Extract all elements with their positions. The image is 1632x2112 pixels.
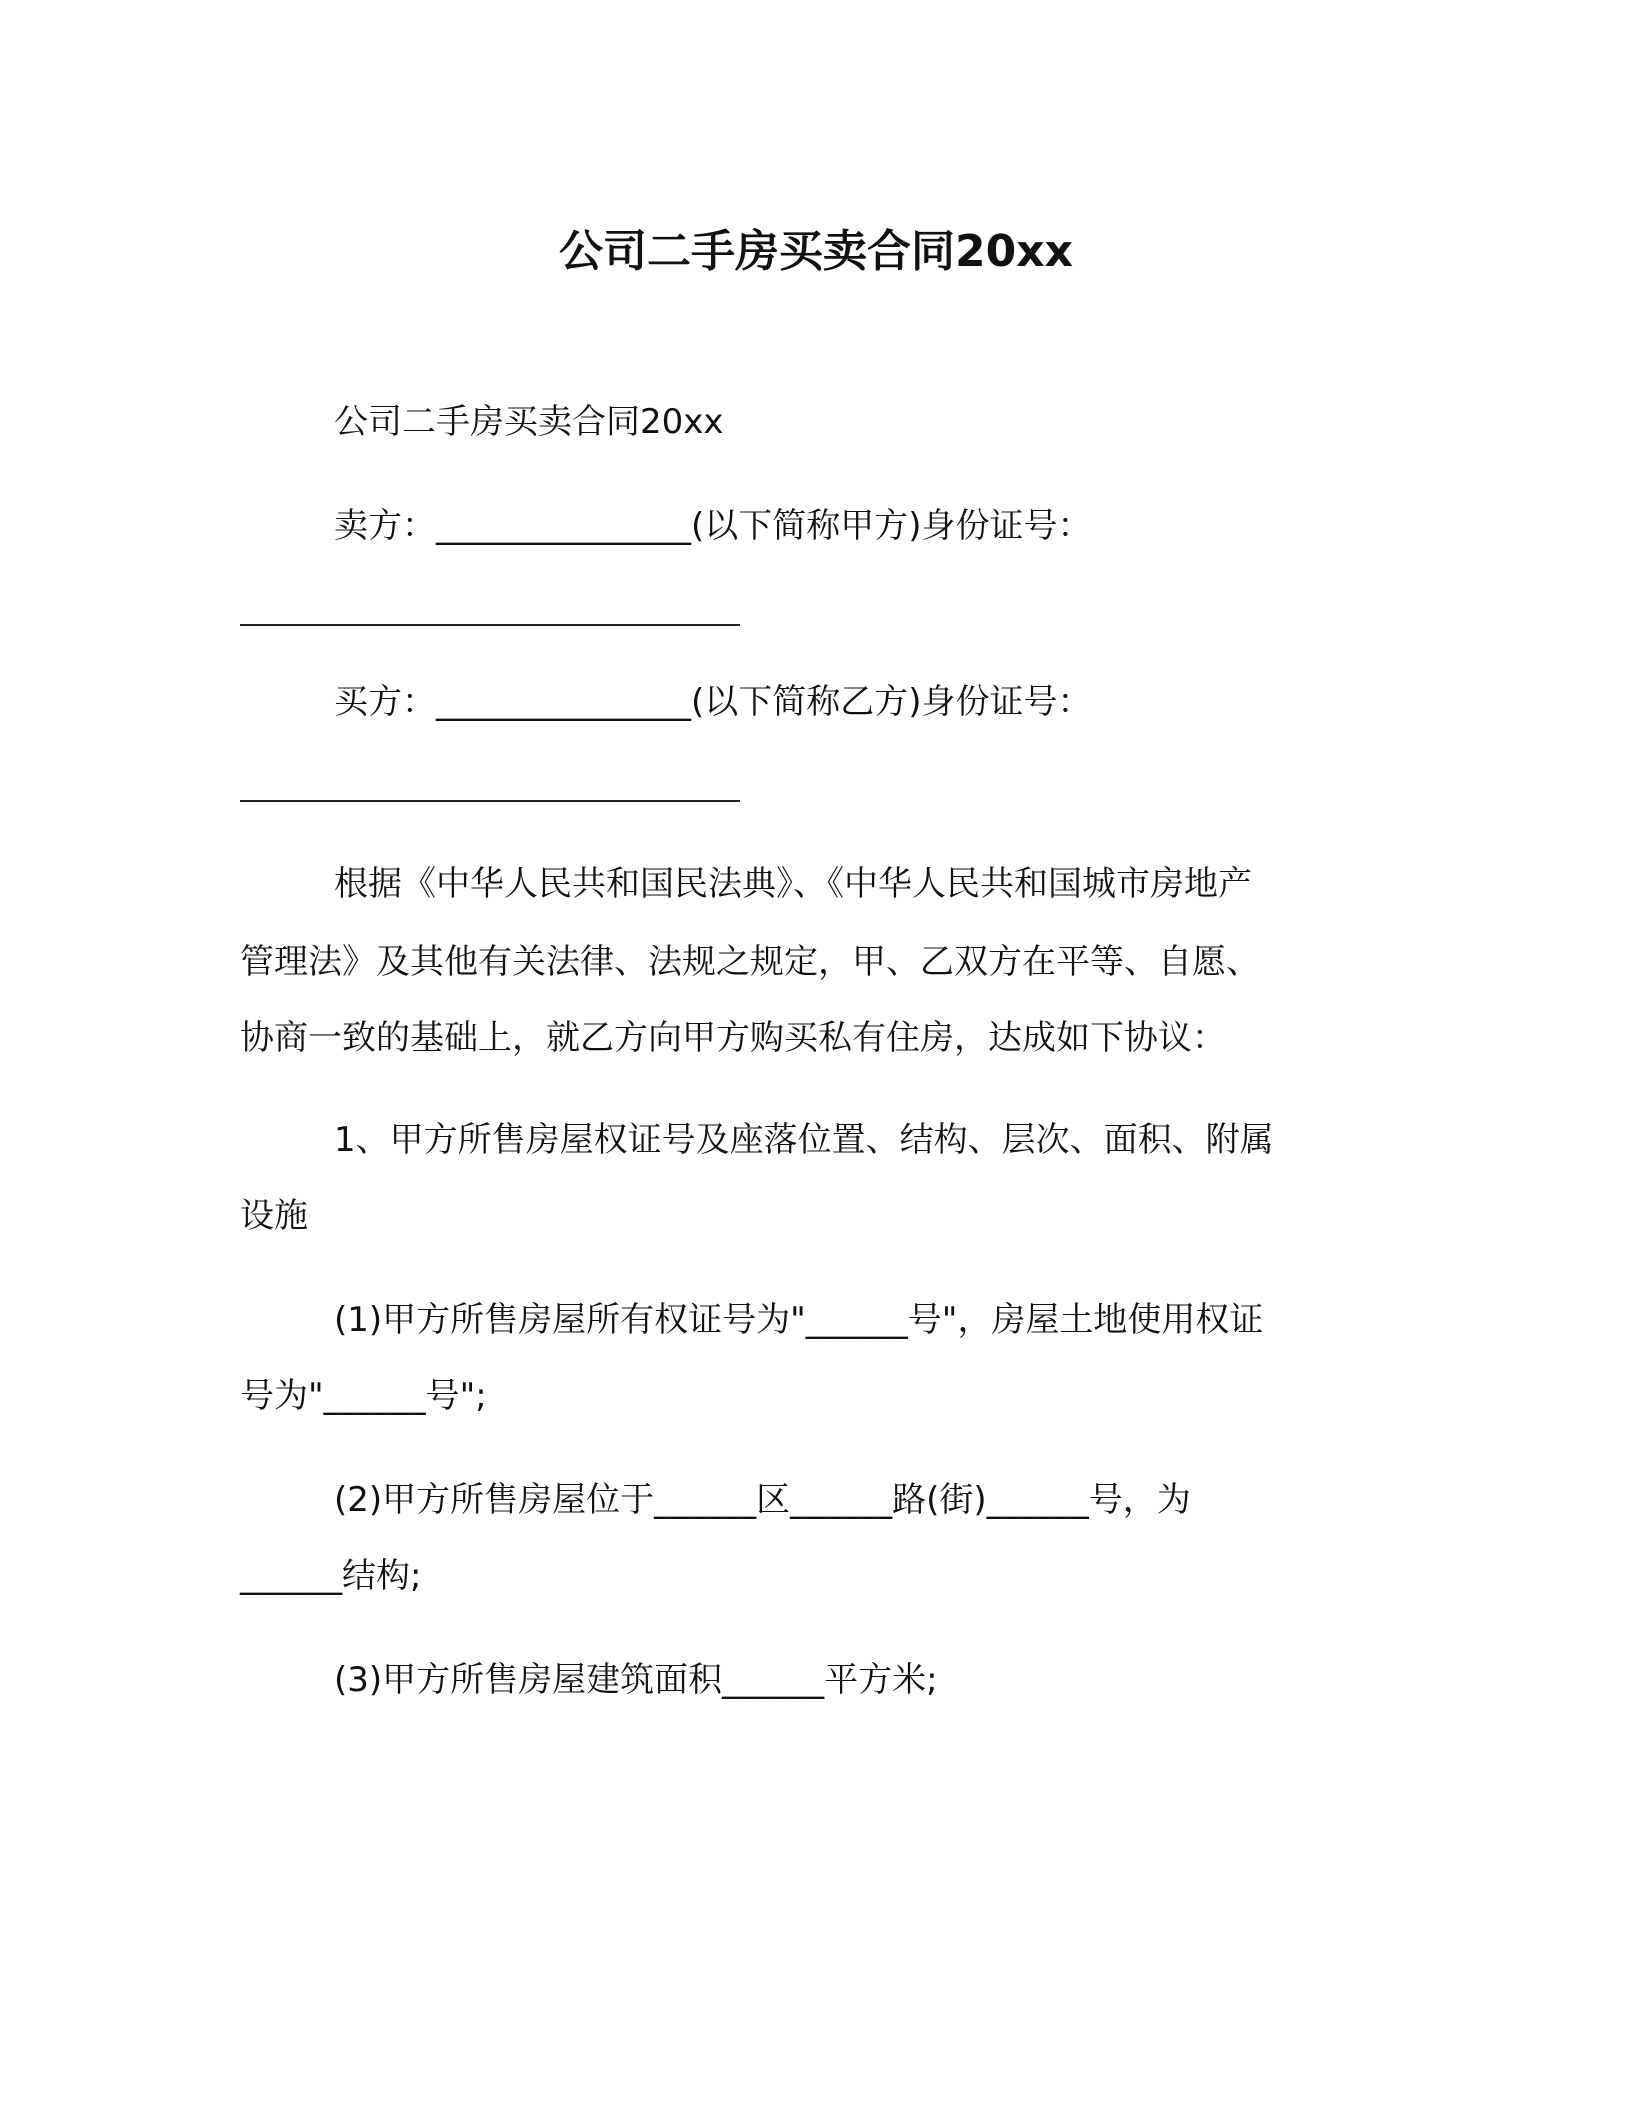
clause-line: 号为"______号"; [240,1376,487,1416]
paragraph-line: 协商一致的基础上，就乙方向甲方购买私有住房，达成如下协议： [240,1018,1226,1058]
paragraph-line: 根据《中华人民共和国民法典》、《中华人民共和国城市房地产 [334,864,1252,904]
document-title: 公司二手房买卖合同20xx [559,226,1073,277]
seller-line: 卖方：_______________(以下简称甲方)身份证号： [334,506,1092,546]
clause-line: 设施 [240,1196,308,1236]
clause-line: 1、甲方所售房屋权证号及座落位置、结构、层次、面积、附属 [334,1120,1274,1160]
buyer-id-blank [240,800,740,802]
clause-line: (1)甲方所售房屋所有权证号为"______号"，房屋土地使用权证 [334,1300,1264,1340]
seller-id-blank [240,624,740,626]
heading-line: 公司二手房买卖合同20xx [334,402,724,442]
paragraph-line: 管理法》及其他有关法律、法规之规定，甲、乙双方在平等、自愿、 [240,942,1260,982]
clause-line: (3)甲方所售房屋建筑面积______平方米; [334,1660,938,1700]
clause-line: (2)甲方所售房屋位于______区______路(街)______号，为 [334,1480,1191,1520]
clause-line: ______结构; [240,1556,422,1596]
buyer-line: 买方：_______________(以下简称乙方)身份证号： [334,682,1092,722]
